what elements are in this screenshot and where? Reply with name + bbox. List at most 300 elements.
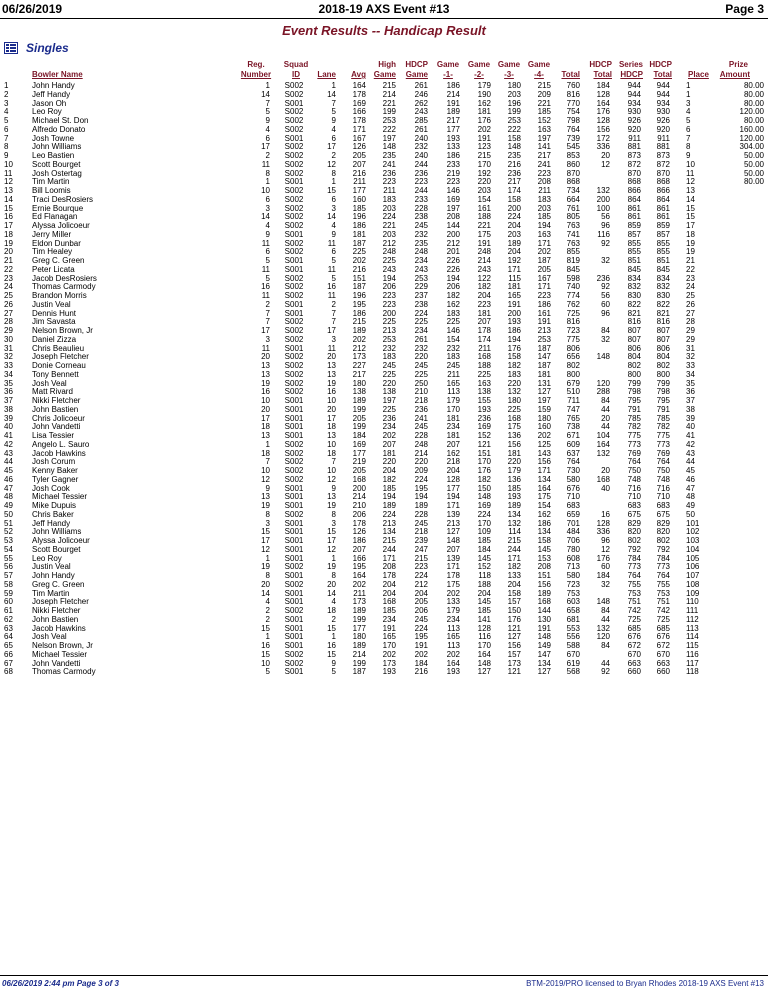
cell-squad-id: S001	[284, 133, 304, 143]
cell-place: 10	[686, 159, 695, 169]
col-hdcp-game-bottom: Game	[405, 70, 428, 79]
cell-hdcp-total: 12	[601, 544, 610, 554]
cell-high-game: 185	[382, 606, 396, 615]
cell-game-1: 154	[446, 334, 460, 344]
cell-hdcp-series-total: 920	[656, 124, 670, 134]
cell-reg-number: 11	[261, 343, 270, 353]
cell-place: 47	[686, 483, 695, 493]
cell-hdcp-series-total: 944	[656, 89, 670, 99]
cell-lane: 16	[327, 641, 336, 650]
cell-game-1: 217	[446, 116, 460, 125]
cell-total: 580	[566, 571, 580, 580]
cell-average: 199	[352, 404, 366, 414]
cell-place: 109	[686, 588, 700, 598]
cell-hdcp-total: 44	[601, 422, 610, 432]
cell-average: 184	[352, 431, 366, 440]
cell-game-1: 177	[446, 483, 460, 493]
cell-game-1: 171	[446, 501, 460, 510]
cell-lane: 18	[327, 422, 336, 432]
cell-series-hdcp: 820	[627, 527, 641, 537]
cell-game-3: 182	[507, 562, 521, 572]
cell-hdcp-game: 248	[414, 247, 428, 257]
cell-game-3: 168	[507, 413, 521, 423]
cell-bowler-name: Angelo L. Sauro	[32, 440, 90, 449]
cell-game-3: 176	[507, 343, 521, 353]
cell-game-2: 178	[477, 326, 491, 335]
cell-game-1: 194	[446, 273, 460, 283]
cell-average: 173	[352, 352, 366, 362]
cell-bowler-name: Tony Bennett	[32, 370, 79, 379]
cell-bowler-name: Nelson Brown, Jr	[32, 327, 93, 335]
cell-hdcp-series-total: 676	[656, 632, 670, 642]
cell-hdcp-total: 148	[596, 597, 610, 607]
cell-hdcp-series-total: 755	[656, 579, 670, 589]
cell-hdcp-game: 250	[414, 378, 428, 388]
cell-lane: 11	[327, 264, 336, 274]
cell-series-hdcp: 804	[627, 352, 641, 362]
cell-game-2: 150	[477, 483, 491, 493]
cell-game-2: 176	[477, 116, 491, 125]
cell-game-2: 181	[477, 308, 491, 318]
cell-lane: 17	[327, 326, 336, 335]
cell-place: 29	[686, 334, 695, 344]
cell-reg-number: 11	[261, 291, 270, 300]
cell-total: 619	[566, 658, 580, 668]
cell-total: 670	[566, 649, 580, 659]
cell-squad-id: S002	[284, 378, 304, 388]
cell-lane: 17	[327, 413, 336, 423]
cell-reg-number: 16	[261, 387, 270, 397]
cell-rank: 22	[4, 264, 13, 274]
cell-hdcp-game: 189	[414, 501, 428, 510]
cell-rank: 56	[4, 562, 13, 572]
cell-lane: 15	[327, 186, 336, 195]
cell-hdcp-series-total: 873	[656, 151, 670, 160]
cell-game-4: 168	[537, 597, 551, 607]
cell-squad-id: S001	[284, 264, 304, 274]
cell-total: 701	[566, 518, 580, 528]
cell-rank: 52	[4, 527, 13, 537]
cell-hdcp-game: 245	[414, 422, 428, 432]
cell-hdcp-game: 191	[414, 641, 428, 650]
cell-average: 126	[352, 142, 366, 152]
cell-lane: 10	[327, 439, 336, 449]
cell-rank: 25	[4, 291, 13, 300]
cell-average: 171	[352, 124, 366, 134]
cell-high-game: 206	[382, 282, 396, 292]
cell-game-3: 200	[507, 308, 521, 318]
cell-game-1: 164	[446, 658, 460, 668]
cell-lane: 9	[331, 483, 336, 493]
cell-place: 18	[686, 229, 695, 239]
cell-reg-number: 15	[261, 623, 270, 633]
cell-rank: 55	[4, 553, 13, 563]
cell-hdcp-total: 132	[596, 448, 610, 458]
cell-bowler-name: Michael Tessier	[32, 650, 87, 659]
cell-game-2: 191	[477, 238, 491, 248]
cell-place: 103	[686, 536, 700, 545]
cell-hdcp-series-total: 748	[656, 474, 670, 484]
cell-high-game: 203	[382, 203, 396, 213]
cell-squad-id: S002	[284, 81, 304, 90]
cell-squad-id: S001	[284, 229, 304, 239]
cell-reg-number: 9	[265, 229, 270, 239]
cell-total: 713	[566, 562, 580, 572]
cell-hdcp-series-total: 820	[656, 527, 670, 537]
cell-game-1: 232	[446, 343, 460, 353]
cell-game-3: 175	[507, 422, 521, 432]
cell-squad-id: S001	[284, 396, 304, 405]
cell-place: 48	[686, 492, 695, 502]
cell-bowler-name: Josh Cook	[32, 484, 70, 493]
cell-squad-id: S002	[284, 238, 304, 248]
cell-total: 802	[566, 361, 580, 370]
cell-game-4: 134	[537, 474, 551, 484]
cell-squad-id: S001	[284, 483, 304, 493]
cell-game-1: 133	[446, 142, 460, 152]
cell-series-hdcp: 751	[627, 597, 641, 607]
cell-hdcp-game: 218	[414, 527, 428, 537]
cell-high-game: 194	[382, 273, 396, 283]
cell-average: 189	[352, 396, 366, 405]
cell-game-4: 134	[537, 658, 551, 668]
cell-game-2: 193	[477, 404, 491, 414]
cell-lane: 18	[327, 606, 336, 615]
cell-series-hdcp: 944	[627, 81, 641, 90]
cell-hdcp-game: 234	[414, 326, 428, 335]
cell-lane: 3	[331, 203, 336, 213]
cell-hdcp-game: 235	[414, 238, 428, 248]
cell-high-game: 214	[382, 89, 396, 99]
cell-game-3: 179	[507, 466, 521, 475]
cell-game-4: 148	[537, 632, 551, 642]
cell-rank: 8	[4, 142, 9, 152]
cell-reg-number: 4	[265, 597, 270, 607]
cell-total: 774	[566, 291, 580, 300]
cell-lane: 7	[331, 317, 336, 327]
col-bowler-name: Bowler Name	[32, 70, 83, 79]
cell-hdcp-game: 261	[414, 334, 428, 344]
cell-hdcp-series-total: 764	[656, 571, 670, 580]
cell-series-hdcp: 829	[627, 518, 641, 528]
cell-game-2: 221	[477, 221, 491, 230]
cell-series-hdcp: 795	[627, 396, 641, 405]
cell-total: 754	[566, 107, 580, 117]
cell-hdcp-game: 244	[414, 186, 428, 195]
cell-rank: 65	[4, 641, 13, 650]
cell-hdcp-series-total: 822	[656, 299, 670, 309]
cell-average: 138	[352, 387, 366, 397]
cell-game-3: 173	[507, 658, 521, 668]
cell-game-4: 221	[537, 98, 551, 108]
cell-hdcp-game: 245	[414, 361, 428, 370]
cell-game-3: 203	[507, 229, 521, 239]
cell-average: 225	[352, 247, 366, 257]
cell-game-2: 223	[477, 299, 491, 309]
cell-lane: 17	[327, 536, 336, 545]
cell-game-1: 212	[446, 238, 460, 248]
cell-bowler-name: John Handy	[32, 572, 75, 580]
cell-bowler-name: Jacob Hawkins	[32, 449, 86, 458]
cell-rank: 12	[4, 177, 13, 187]
cell-hdcp-game: 215	[414, 553, 428, 563]
cell-high-game: 197	[382, 396, 396, 405]
cell-series-hdcp: 800	[627, 369, 641, 379]
cell-rank: 33	[4, 361, 13, 370]
cell-hdcp-series-total: 753	[656, 588, 670, 598]
cell-hdcp-total: 92	[601, 238, 610, 248]
cell-game-1: 139	[446, 509, 460, 519]
cell-reg-number: 3	[265, 203, 270, 213]
cell-hdcp-total: 128	[596, 116, 610, 125]
cell-hdcp-game: 224	[414, 623, 428, 633]
cell-total: 764	[566, 124, 580, 134]
cell-reg-number: 18	[261, 422, 270, 432]
cell-series-hdcp: 660	[627, 667, 641, 677]
cell-high-game: 193	[382, 667, 396, 677]
cell-game-3: 186	[507, 326, 521, 335]
cell-rank: 61	[4, 606, 13, 615]
cell-hdcp-game: 234	[414, 256, 428, 265]
cell-hdcp-series-total: 791	[656, 404, 670, 414]
cell-game-1: 179	[446, 396, 460, 405]
cell-average: 200	[352, 483, 366, 493]
cell-total: 764	[566, 457, 580, 467]
cell-high-game: 204	[382, 588, 396, 598]
cell-series-hdcp: 851	[627, 256, 641, 265]
cell-place: 34	[686, 369, 695, 379]
cell-high-game: 194	[382, 492, 396, 502]
cell-prize-amount: 50.00	[743, 168, 764, 178]
cell-average: 178	[352, 116, 366, 125]
col-g3-bottom: -3-	[504, 70, 514, 79]
cell-game-2: 248	[477, 247, 491, 257]
cell-game-3: 136	[507, 431, 521, 440]
cell-lane: 2	[331, 151, 336, 160]
cell-place: 33	[686, 361, 695, 370]
cell-prize-amount: 80.00	[743, 81, 764, 90]
cell-lane: 5	[331, 107, 336, 117]
cell-squad-id: S001	[284, 527, 304, 537]
cell-high-game: 236	[382, 413, 396, 423]
cell-series-hdcp: 873	[627, 151, 641, 160]
cell-bowler-name: Eldon Dunbar	[32, 239, 81, 248]
cell-squad-id: S002	[284, 116, 304, 125]
cell-series-hdcp: 791	[627, 404, 641, 414]
cell-hdcp-game: 225	[414, 369, 428, 379]
cell-place: 1	[686, 89, 691, 99]
cell-total: 711	[567, 396, 580, 405]
cell-game-3: 215	[507, 536, 521, 545]
cell-average: 214	[352, 649, 366, 659]
cell-reg-number: 7	[265, 98, 270, 108]
cell-hdcp-series-total: 784	[656, 553, 670, 563]
cell-squad-id: S002	[284, 562, 304, 572]
cell-rank: 21	[4, 256, 13, 265]
cell-game-1: 177	[446, 124, 460, 134]
cell-reg-number: 10	[261, 658, 270, 668]
cell-game-4: 202	[537, 247, 551, 257]
cell-place: 15	[686, 212, 695, 222]
cell-hdcp-total: 16	[601, 509, 610, 519]
cell-total: 747	[566, 404, 580, 414]
cell-average: 217	[352, 369, 366, 379]
cell-rank: 50	[4, 509, 13, 519]
cell-squad-id: S002	[284, 168, 304, 178]
cell-series-hdcp: 742	[627, 606, 641, 615]
cell-game-1: 233	[446, 159, 460, 169]
cell-game-3: 181	[507, 282, 521, 292]
cell-hdcp-game: 218	[414, 396, 428, 405]
cell-series-hdcp: 855	[627, 247, 641, 257]
cell-high-game: 222	[382, 124, 396, 134]
cell-prize-amount: 80.00	[743, 89, 764, 99]
cell-high-game: 189	[382, 501, 396, 510]
cell-rank: 34	[4, 369, 13, 379]
cell-game-1: 226	[446, 264, 460, 274]
cell-hdcp-game: 212	[414, 579, 428, 589]
cell-game-2: 204	[477, 291, 491, 300]
cell-squad-id: S001	[284, 177, 304, 187]
cell-game-1: 211	[447, 369, 460, 379]
cell-rank: 44	[4, 457, 13, 467]
cell-place: 44	[686, 457, 695, 467]
cell-hdcp-total: 96	[601, 308, 610, 318]
cell-average: 178	[352, 518, 366, 528]
cell-game-1: 113	[447, 641, 460, 650]
cell-hdcp-game: 238	[414, 212, 428, 222]
cell-game-1: 194	[446, 492, 460, 502]
cell-series-hdcp: 799	[627, 378, 641, 388]
cell-rank: 4	[4, 107, 9, 117]
cell-hdcp-total: 92	[601, 282, 610, 292]
cell-high-game: 148	[382, 142, 396, 152]
cell-high-game: 168	[382, 597, 396, 607]
cell-lane: 4	[331, 597, 336, 607]
cell-hdcp-game: 194	[414, 492, 428, 502]
cell-squad-id: S001	[284, 308, 304, 318]
cell-place: 40	[686, 422, 695, 432]
cell-hdcp-series-total: 859	[656, 221, 670, 230]
cell-series-hdcp: 926	[627, 116, 641, 125]
cell-hdcp-series-total: 773	[656, 439, 670, 449]
cell-total: 816	[566, 89, 580, 99]
cell-game-3: 196	[507, 98, 521, 108]
cell-lane: 16	[327, 387, 336, 397]
cell-game-1: 169	[446, 194, 460, 204]
cell-hdcp-series-total: 663	[656, 658, 670, 668]
cell-squad-id: S001	[284, 667, 304, 677]
cell-reg-number: 16	[261, 282, 270, 292]
cell-average: 160	[352, 194, 366, 204]
cell-total: 860	[566, 159, 580, 169]
cell-high-game: 248	[382, 247, 396, 257]
cell-game-1: 162	[446, 448, 460, 458]
cell-average: 126	[352, 527, 366, 537]
cell-series-hdcp: 675	[627, 509, 641, 519]
cell-high-game: 191	[382, 623, 396, 633]
cell-place: 42	[686, 439, 695, 449]
cell-game-3: 132	[507, 518, 521, 528]
cell-squad-id: S001	[284, 571, 304, 580]
cell-bowler-name: Jeff Handy	[32, 519, 71, 528]
cell-place: 37	[686, 396, 695, 405]
cell-game-2: 203	[477, 186, 491, 195]
cell-total: 598	[566, 273, 580, 283]
cell-reg-number: 1	[265, 81, 270, 90]
cell-hdcp-total: 128	[596, 89, 610, 99]
cell-rank: 20	[4, 247, 13, 257]
cell-reg-number: 9	[265, 483, 270, 493]
cell-lane: 9	[331, 229, 336, 239]
cell-game-1: 223	[446, 177, 460, 187]
cell-place: 8	[686, 142, 691, 152]
cell-series-hdcp: 821	[627, 308, 641, 318]
cell-game-1: 234	[446, 422, 460, 432]
cell-place: 46	[686, 474, 695, 484]
cell-rank: 18	[4, 229, 13, 239]
cell-bowler-name: Jacob DesRosiers	[32, 274, 97, 283]
cell-bowler-name: Joseph Fletcher	[32, 598, 89, 607]
cell-lane: 8	[331, 571, 336, 580]
cell-hdcp-series-total: 785	[656, 413, 670, 423]
cell-game-2: 151	[477, 448, 491, 458]
cell-lane: 8	[331, 509, 336, 519]
col-g1-top: Game	[436, 60, 460, 69]
cell-game-3: 222	[507, 124, 521, 134]
cell-squad-id: S001	[284, 404, 304, 414]
cell-reg-number: 12	[261, 544, 270, 554]
col-place: Place	[688, 70, 709, 79]
cell-total: 740	[566, 282, 580, 292]
cell-reg-number: 20	[261, 579, 270, 589]
cell-total: 683	[566, 501, 580, 510]
cell-hdcp-game: 240	[414, 151, 428, 160]
col-high-bottom: Game	[373, 70, 396, 79]
col-prize-bottom: Amount	[719, 70, 750, 79]
cell-hdcp-game: 241	[414, 413, 428, 423]
cell-bowler-name: Alyssa Jolicoeur	[32, 537, 90, 545]
cell-series-hdcp: 792	[627, 544, 641, 554]
cell-place: 5	[686, 116, 691, 125]
cell-game-4: 213	[537, 326, 551, 335]
cell-bowler-name: John Vandetti	[32, 659, 81, 668]
cell-game-3: 220	[507, 378, 521, 388]
cell-high-game: 178	[382, 571, 396, 580]
cell-rank: 60	[4, 597, 13, 607]
cell-hdcp-game: 245	[414, 518, 428, 528]
cell-rank: 10	[4, 159, 13, 169]
cell-place: 9	[686, 151, 691, 160]
cell-total: 853	[566, 151, 580, 160]
cell-game-2: 188	[477, 212, 491, 222]
cell-game-1: 113	[447, 387, 460, 397]
cell-high-game: 245	[382, 361, 396, 370]
cell-hdcp-game: 244	[414, 159, 428, 169]
cell-game-3: 193	[507, 317, 521, 327]
cell-game-1: 175	[446, 579, 460, 589]
cell-total: 588	[566, 641, 580, 650]
cell-average: 166	[352, 553, 366, 563]
cell-squad-id: S001	[284, 299, 304, 309]
cell-high-game: 220	[382, 457, 396, 467]
cell-game-3: 183	[507, 369, 521, 379]
cell-average: 212	[352, 343, 366, 353]
cell-bowler-name: Greg C. Green	[32, 257, 85, 265]
cell-bowler-name: Scott Bourget	[32, 545, 81, 554]
cell-bowler-name: Josh Veal	[32, 633, 67, 642]
cell-game-1: 148	[446, 536, 460, 545]
